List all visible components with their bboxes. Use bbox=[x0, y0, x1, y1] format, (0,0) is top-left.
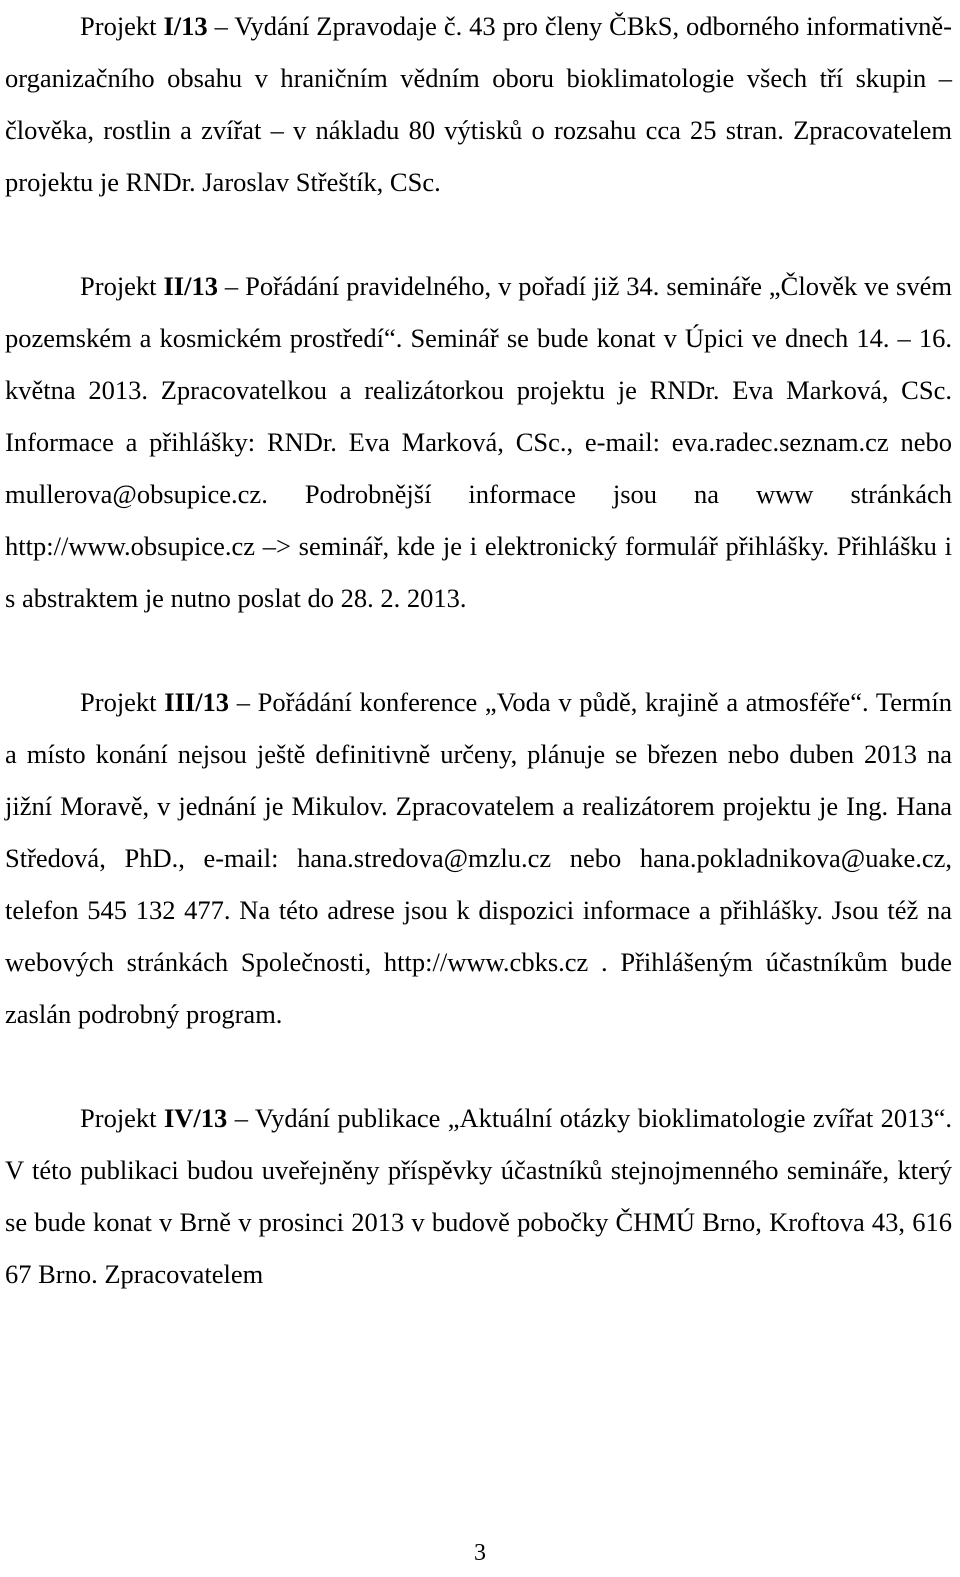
document-page bbox=[5, 0, 952, 1300]
project-body: – Pořádání pravidelného, v pořadí již 34. semináře „Člověk ve svém pozemském a kosmickém prostředí“. Seminář se bude konat v Úpici ve dnech 14. – 16. května 2013. Zpracovatelkou a realizátorkou projektu je RNDr. Eva Marková, CSc. Informace a přihlášky: RNDr. Eva Marková, CSc., e-mail: eva.radec.seznam.cz nebo mullerova@obsupice.cz. Podrobnější informace jsou na www stránkách http://www.obsupice.cz –> seminář, kde je i elektronický formulář přihlášky. Přihlášku i s abstraktem je nutno poslat do 28. 2. 2013. bbox=[5, 271, 952, 613]
project-body: – Pořádání konference „Voda v půdě, krajině a atmosféře“. Termín a místo konání nejsou ještě definitivně určeny, plánuje se březen nebo duben 2013 na jižní Moravě, v jednání je Mikulov. Zpracovatelem a realizátorem projektu je Ing. Hana Středová, PhD., e-mail: hana.stredova@mzlu.cz nebo hana.pokladnikova@uake.cz, telefon 545 132 477. Na této adrese jsou k dispozici informace a přihlášky. Jsou též na webových stránkách Společnosti, http://www.cbks.cz . Přihlášeným účastníkům bude zaslán podrobný program. bbox=[5, 687, 953, 1029]
project-prefix: Projekt bbox=[80, 271, 157, 301]
project-prefix: Projekt bbox=[80, 687, 157, 717]
project-code: II/13 bbox=[163, 271, 218, 301]
project-paragraph-3 bbox=[5, 676, 952, 1040]
project-code: I/13 bbox=[163, 11, 208, 41]
project-paragraph-4 bbox=[5, 1092, 952, 1300]
project-paragraph-2 bbox=[5, 260, 952, 624]
project-code: IV/13 bbox=[163, 1103, 228, 1133]
page-number: 3 bbox=[474, 1540, 486, 1566]
project-prefix: Projekt bbox=[80, 1103, 157, 1133]
project-body: – Vydání Zpravodaje č. 43 pro členy ČBkS, odborného informativně-organizačního obsahu v hraničním vědním oboru bioklimatologie všech tří skupin – člověka, rostlin a zvířat – v nákladu 80 výtisků o rozsahu cca 25 stran. Zpracovatelem projektu je RNDr. Jaroslav Střeštík, CSc. bbox=[5, 11, 952, 197]
project-code: III/13 bbox=[164, 687, 230, 717]
project-body: – Vydání publikace „Aktuální otázky bioklimatologie zvířat 2013“. V této publikaci budou uveřejněny příspěvky účastníků stejnojmenného semináře, který se bude konat v Brně v prosinci 2013 v budově pobočky ČHMÚ Brno, Kroftova 43, 616 67 Brno. Zpracovatelem bbox=[5, 1103, 953, 1289]
project-prefix: Projekt bbox=[80, 11, 157, 41]
project-paragraph-1 bbox=[5, 0, 952, 208]
